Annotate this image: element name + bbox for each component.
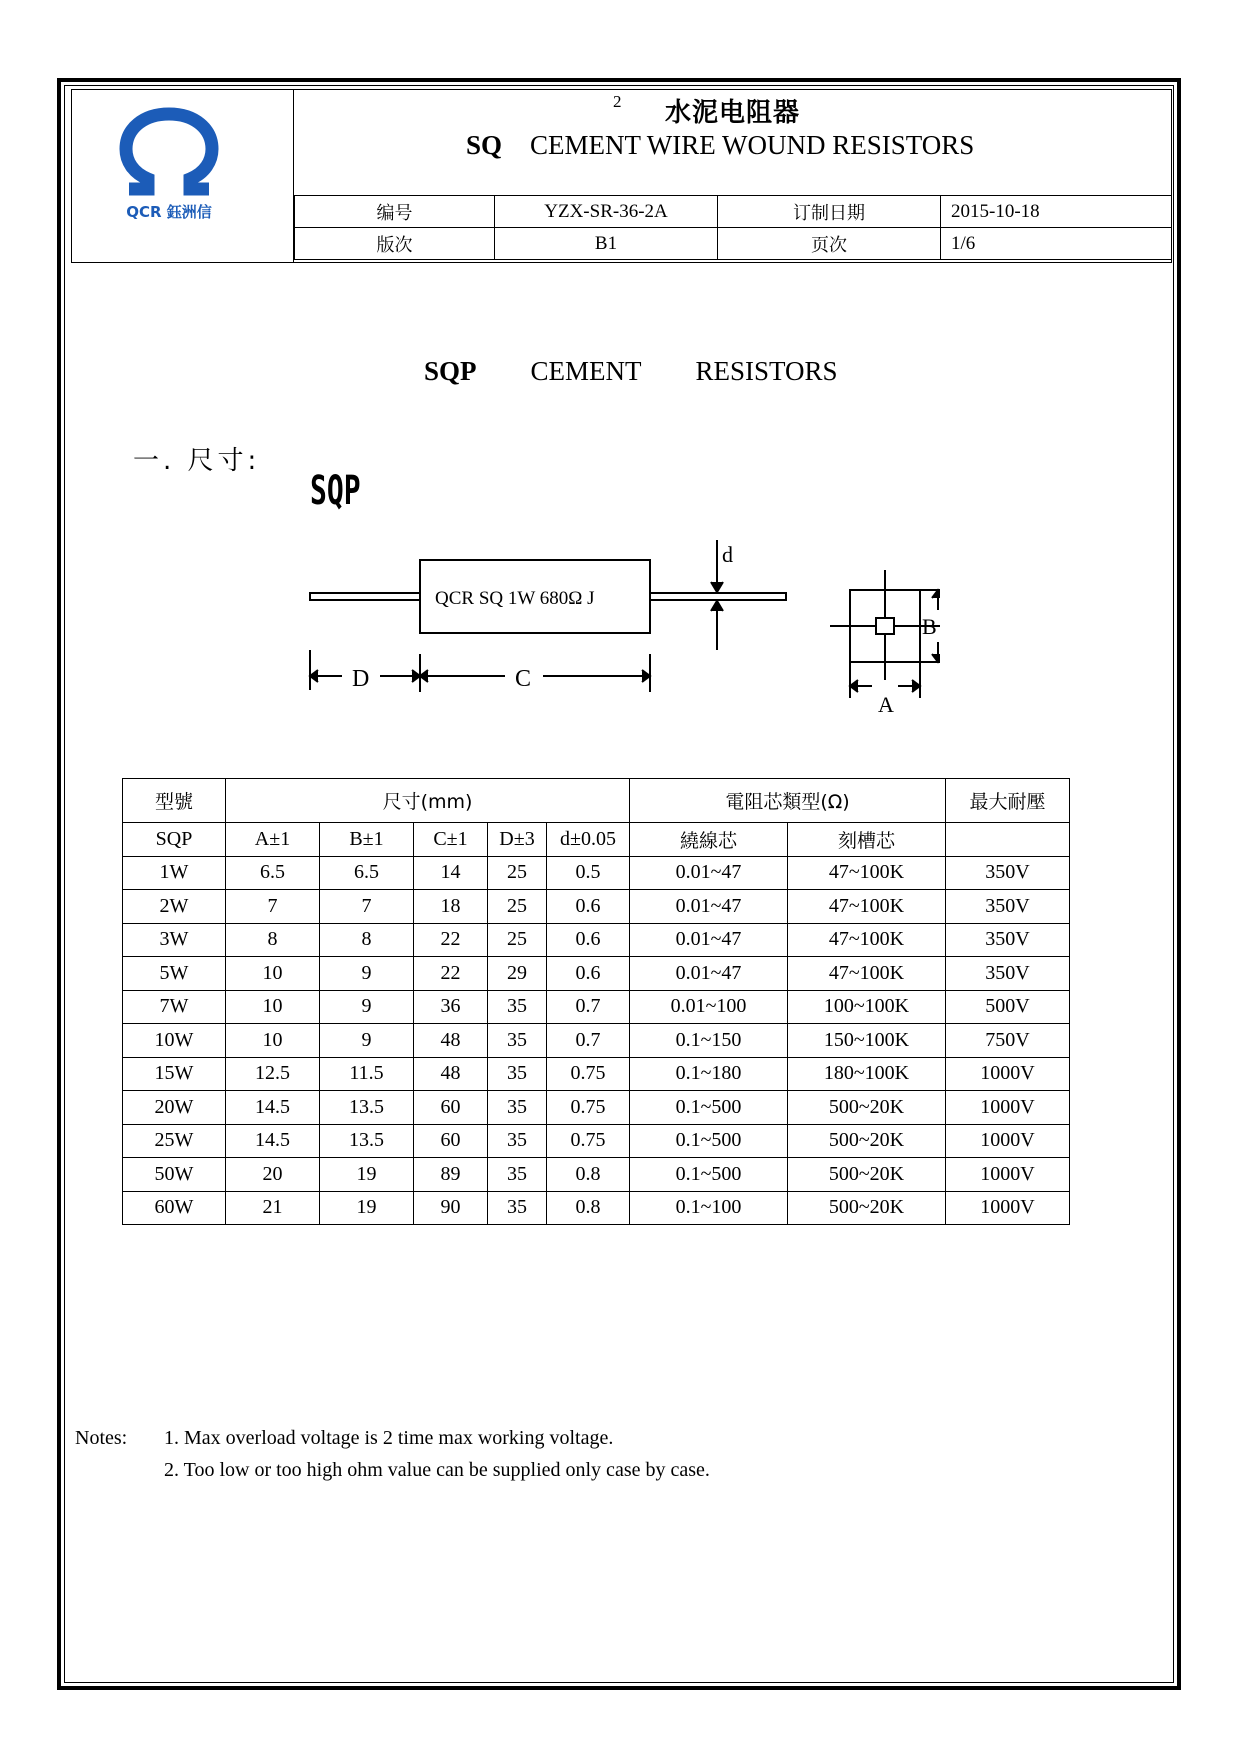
table-cell: 0.7 (547, 990, 630, 1024)
subheader-cell: SQP (123, 823, 226, 857)
table-cell: 0.1~150 (630, 1024, 788, 1058)
table-cell: 29 (488, 957, 547, 991)
table-cell: 500~20K (788, 1158, 946, 1192)
table-cell: 1000V (946, 1158, 1070, 1192)
dim-label-D: D (352, 666, 370, 692)
table-cell: 35 (488, 1057, 547, 1091)
section-title-dimensions: 一. 尺寸: (133, 446, 261, 476)
table-cell: 7W (123, 990, 226, 1024)
table-cell: 5W (123, 957, 226, 991)
table-row (123, 856, 1070, 890)
document-meta-table (294, 195, 1172, 260)
table-row (123, 1024, 1070, 1058)
drawing-model-label: SQP (310, 468, 361, 514)
title-english-text: CEMENT WIRE WOUND RESISTORS (530, 130, 975, 160)
table-cell: 15W (123, 1057, 226, 1091)
table-cell: 0.8 (547, 1158, 630, 1192)
table-cell: 8 (320, 923, 414, 957)
table-cell: 21 (226, 1191, 320, 1225)
dimension-drawing (300, 530, 940, 730)
date-value: 2015-10-18 (941, 196, 1172, 228)
table-cell: 0.75 (547, 1124, 630, 1158)
left-lead (310, 593, 420, 600)
table-cell: 0.7 (547, 1024, 630, 1058)
table-cell: 22 (414, 923, 488, 957)
version-label: 版次 (295, 228, 495, 260)
table-row (123, 1191, 1070, 1225)
subheader-cell (946, 823, 1070, 857)
table-cell: 25 (488, 856, 547, 890)
table-cell: 1000V (946, 1124, 1070, 1158)
dim-label-A: A (878, 692, 894, 717)
resistor-marking: QCR SQ 1W 680Ω J (435, 588, 595, 609)
table-cell: 35 (488, 1024, 547, 1058)
version-value: B1 (495, 228, 718, 260)
dim-label-B: B (922, 614, 937, 639)
header-max-voltage: 最大耐壓 (946, 779, 1070, 823)
table-row (123, 1158, 1070, 1192)
table-cell: 1W (123, 856, 226, 890)
table-cell: 2W (123, 890, 226, 924)
table-cell: 500~20K (788, 1191, 946, 1225)
table-cell: 0.1~100 (630, 1191, 788, 1225)
table-row (123, 923, 1070, 957)
table-cell: 25W (123, 1124, 226, 1158)
table-cell: 0.01~47 (630, 890, 788, 924)
table-cell: 500~20K (788, 1124, 946, 1158)
title-english (466, 130, 974, 161)
subtitle-word2: RESISTORS (695, 356, 838, 386)
table-cell: 7 (226, 890, 320, 924)
dim-label-C: C (515, 666, 532, 692)
header-size: 尺寸(mm) (226, 779, 630, 823)
table-cell: 11.5 (320, 1057, 414, 1091)
subheader-cell: 繞線芯 (630, 823, 788, 857)
note-item: 2. Too low or too high ohm value can be supplied only case by case. (164, 1459, 710, 1481)
note-item: 1. Max overload voltage is 2 time max working voltage. (164, 1427, 614, 1449)
subheader-cell: d±0.05 (547, 823, 630, 857)
table-cell: 1000V (946, 1191, 1070, 1225)
table-cell: 10 (226, 957, 320, 991)
table-cell: 350V (946, 923, 1070, 957)
title-prefix: SQ (466, 130, 503, 160)
subheader-cell: C±1 (414, 823, 488, 857)
table-cell: 60 (414, 1124, 488, 1158)
table-cell: 35 (488, 1191, 547, 1225)
table-cell: 0.1~500 (630, 1124, 788, 1158)
table-subheader-row (123, 823, 1070, 857)
table-cell: 8 (226, 923, 320, 957)
table-cell: 13.5 (320, 1124, 414, 1158)
table-cell: 0.75 (547, 1091, 630, 1125)
table-cell: 1000V (946, 1091, 1070, 1125)
subheader-cell: 刻槽芯 (788, 823, 946, 857)
subtitle-word1: CEMENT (530, 356, 642, 386)
table-cell: 750V (946, 1024, 1070, 1058)
table-cell: 20 (226, 1158, 320, 1192)
table-cell: 3W (123, 923, 226, 957)
table-row (123, 1057, 1070, 1091)
table-cell: 48 (414, 1024, 488, 1058)
right-lead (650, 593, 786, 600)
table-cell: 350V (946, 890, 1070, 924)
table-cell: 350V (946, 856, 1070, 890)
table-cell: 35 (488, 1124, 547, 1158)
table-cell: 90 (414, 1191, 488, 1225)
title-chinese: 水泥电阻器 (665, 98, 801, 128)
table-cell: 0.6 (547, 890, 630, 924)
table-cell: 0.6 (547, 923, 630, 957)
table-cell: 180~100K (788, 1057, 946, 1091)
table-cell: 0.8 (547, 1191, 630, 1225)
subheader-cell: B±1 (320, 823, 414, 857)
header-model: 型號 (123, 779, 226, 823)
table-cell: 7 (320, 890, 414, 924)
code-label: 编号 (295, 196, 495, 228)
table-cell: 0.01~47 (630, 923, 788, 957)
omega-icon (126, 114, 212, 189)
code-value: YZX-SR-36-2A (495, 196, 718, 228)
table-cell: 6.5 (226, 856, 320, 890)
table-cell: 0.1~500 (630, 1091, 788, 1125)
table-cell: 10W (123, 1024, 226, 1058)
table-cell: 18 (414, 890, 488, 924)
table-cell: 500V (946, 990, 1070, 1024)
table-cell: 14.5 (226, 1124, 320, 1158)
table-cell: 0.01~47 (630, 856, 788, 890)
table-cell: 0.1~180 (630, 1057, 788, 1091)
page-label: 页次 (718, 228, 941, 260)
table-cell: 35 (488, 990, 547, 1024)
table-cell: 35 (488, 1158, 547, 1192)
table-row (123, 890, 1070, 924)
table-cell: 47~100K (788, 856, 946, 890)
table-cell: 9 (320, 957, 414, 991)
table-cell: 0.5 (547, 856, 630, 890)
table-cell: 0.6 (547, 957, 630, 991)
table-cell: 36 (414, 990, 488, 1024)
table-cell: 19 (320, 1158, 414, 1192)
page-value: 1/6 (941, 228, 1172, 260)
logo-text: QCR 鈺洲信 (126, 203, 212, 221)
table-cell: 47~100K (788, 923, 946, 957)
table-row (123, 957, 1070, 991)
table-cell: 0.01~47 (630, 957, 788, 991)
table-cell: 47~100K (788, 890, 946, 924)
meta-row (295, 228, 1172, 260)
qcr-logo (71, 89, 293, 261)
table-cell: 10 (226, 990, 320, 1024)
table-row (123, 1091, 1070, 1125)
logo-cell (71, 89, 294, 263)
table-cell: 0.01~100 (630, 990, 788, 1024)
table-cell: 9 (320, 1024, 414, 1058)
table-row (123, 990, 1070, 1024)
table-cell: 0.1~500 (630, 1158, 788, 1192)
table-cell: 13.5 (320, 1091, 414, 1125)
table-cell: 60W (123, 1191, 226, 1225)
table-row (123, 1124, 1070, 1158)
subtitle-model: SQP (424, 356, 477, 386)
date-label: 订制日期 (718, 196, 941, 228)
page-number: 2 (613, 92, 622, 111)
specification-table (122, 778, 1070, 1225)
cross-section-lead (876, 618, 894, 634)
table-cell: 48 (414, 1057, 488, 1091)
subheader-cell: A±1 (226, 823, 320, 857)
table-cell: 500~20K (788, 1091, 946, 1125)
table-cell: 19 (320, 1191, 414, 1225)
table-cell: 0.75 (547, 1057, 630, 1091)
table-cell: 25 (488, 890, 547, 924)
table-cell: 47~100K (788, 957, 946, 991)
table-cell: 22 (414, 957, 488, 991)
table-cell: 6.5 (320, 856, 414, 890)
header-core-type: 電阻芯類型(Ω) (630, 779, 946, 823)
table-cell: 150~100K (788, 1024, 946, 1058)
table-cell: 35 (488, 1091, 547, 1125)
table-cell: 20W (123, 1091, 226, 1125)
table-header-row (123, 779, 1070, 823)
notes-label: Notes: (75, 1427, 128, 1449)
table-cell: 60 (414, 1091, 488, 1125)
table-cell: 9 (320, 990, 414, 1024)
table-cell: 12.5 (226, 1057, 320, 1091)
table-cell: 1000V (946, 1057, 1070, 1091)
dim-label-d: d (722, 542, 733, 567)
table-cell: 14.5 (226, 1091, 320, 1125)
table-cell: 89 (414, 1158, 488, 1192)
table-cell: 10 (226, 1024, 320, 1058)
table-cell: 14 (414, 856, 488, 890)
document-subtitle (424, 356, 892, 387)
meta-row (295, 196, 1172, 228)
table-body (123, 856, 1070, 1225)
subheader-cell: D±3 (488, 823, 547, 857)
table-cell: 25 (488, 923, 547, 957)
table-cell: 50W (123, 1158, 226, 1192)
table-cell: 350V (946, 957, 1070, 991)
table-cell: 100~100K (788, 990, 946, 1024)
